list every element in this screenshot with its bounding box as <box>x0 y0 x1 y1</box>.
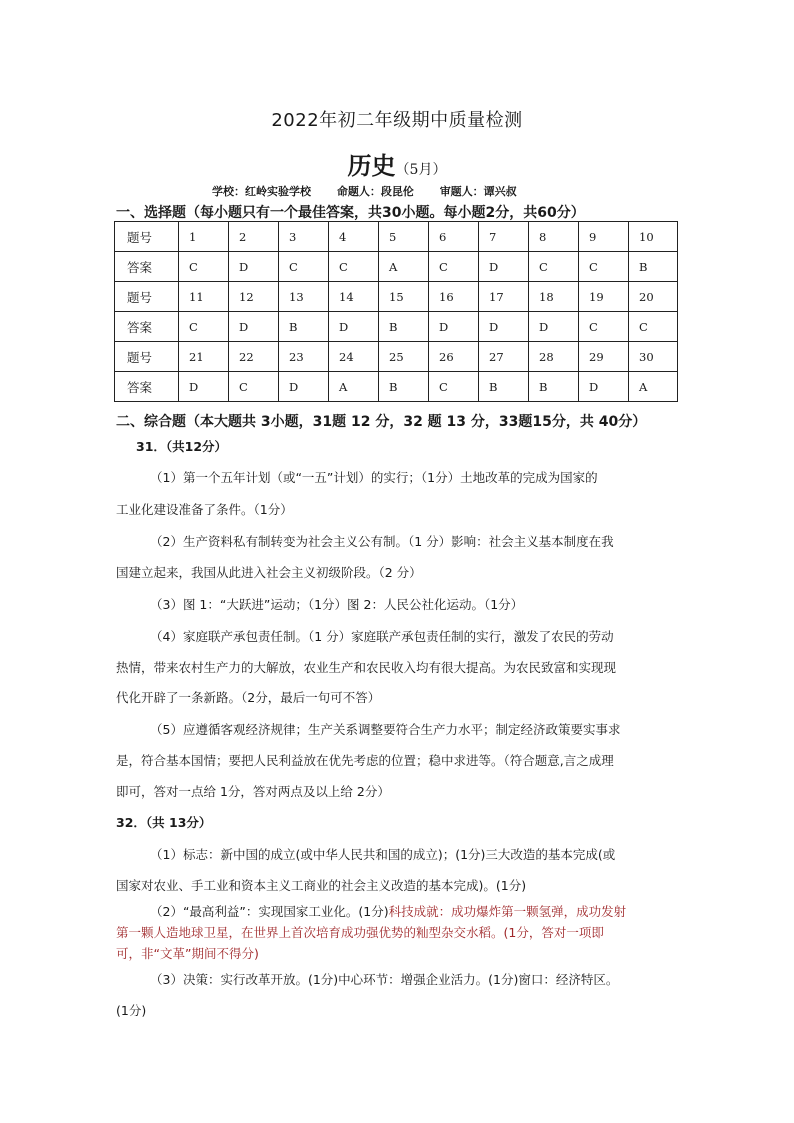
subject-name: 历史 <box>347 152 396 180</box>
question-number-cell: 24 <box>329 342 379 372</box>
q31-p5b: 是，符合基本国情；要把人民利益放在优先考虑的位置；稳中求进等。（符合题意,言之成理 <box>116 753 614 768</box>
question-number-cell: 4 <box>329 222 379 252</box>
question-number-cell: 8 <box>529 222 579 252</box>
question-number-cell: 22 <box>229 342 279 372</box>
q32-p1a: （1）标志：新中国的成立(或中华人民共和国的成立)；(1分)三大改造的基本完成(或 <box>150 847 616 862</box>
question-number-cell: 3 <box>279 222 329 252</box>
q31-p2a: （2）生产资料私有制转变为社会主义公有制。（1 分）影响：社会主义基本制度在我 <box>150 534 614 549</box>
question-number-cell: 25 <box>379 342 429 372</box>
q32-p2b: 第一颗人造地球卫星，在世界上首次培育成功强优势的籼型杂交水稻。(1分，答对一项即 <box>116 925 604 940</box>
answer-table <box>114 221 678 402</box>
answer-cell: C <box>579 312 629 342</box>
section1-heading: 一、选择题（每小题只有一个最佳答案，共30小题。每小题2分，共60分） <box>116 205 585 221</box>
question-number-cell: 30 <box>629 342 678 372</box>
q32-p2a-black: （2）“最高利益”：实现国家工业化。(1分) <box>150 904 389 919</box>
question-number-cell: 12 <box>229 282 279 312</box>
question-number-cell: 6 <box>429 222 479 252</box>
answer-cell: D <box>479 252 529 282</box>
q31-p1a: （1）第一个五年计划（或“一五”计划）的实行；（1分）土地改革的完成为国家的 <box>150 470 598 485</box>
row-label-question: 题号 <box>115 282 179 312</box>
answer-row <box>115 372 678 402</box>
answer-cell: B <box>379 312 429 342</box>
q31-p4c: 代化开辟了一条新路。（2分，最后一句可不答） <box>116 690 381 705</box>
question-number-cell: 20 <box>629 282 678 312</box>
question-number-cell: 13 <box>279 282 329 312</box>
question-number-cell: 14 <box>329 282 379 312</box>
answer-cell: D <box>429 312 479 342</box>
answer-cell: B <box>479 372 529 402</box>
question-number-cell: 11 <box>179 282 229 312</box>
answer-cell: C <box>229 372 279 402</box>
q32-p2a <box>150 902 626 920</box>
question-number-cell: 2 <box>229 222 279 252</box>
exam-month: （5月） <box>395 162 447 178</box>
row-label-question: 题号 <box>115 222 179 252</box>
answer-cell: D <box>579 372 629 402</box>
answer-cell: A <box>629 372 678 402</box>
answer-cell: C <box>429 372 479 402</box>
question-number-row <box>115 342 678 372</box>
question-number-cell: 15 <box>379 282 429 312</box>
answer-cell: C <box>279 252 329 282</box>
q31-p2b: 国建立起来，我国从此进入社会主义初级阶段。（2 分） <box>116 565 422 580</box>
question-number-cell: 29 <box>579 342 629 372</box>
answer-cell: C <box>179 252 229 282</box>
question-number-cell: 1 <box>179 222 229 252</box>
question-number-cell: 28 <box>529 342 579 372</box>
subject-heading <box>0 146 794 181</box>
q31-p5a: （5）应遵循客观经济规律；生产关系调整要符合生产力水平；制定经济政策要实事求 <box>150 722 621 737</box>
q31-p4a: （4）家庭联产承包责任制。（1 分）家庭联产承包责任制的实行，激发了农民的劳动 <box>150 629 614 644</box>
question-number-cell: 7 <box>479 222 529 252</box>
answer-cell: C <box>629 312 678 342</box>
section2-heading: 二、综合题（本大题共 3小题，31题 12 分，32 题 13 分，33题15分，共 40分） <box>116 414 647 430</box>
answer-cell: C <box>429 252 479 282</box>
answer-cell: C <box>179 312 229 342</box>
answer-cell: B <box>379 372 429 402</box>
question-number-cell: 19 <box>579 282 629 312</box>
q31-p3: （3）图 1：“大跃进”运动；（1分）图 2：人民公社化运动。（1分） <box>150 597 524 612</box>
answer-cell: C <box>329 252 379 282</box>
question-number-cell: 5 <box>379 222 429 252</box>
q32-p2a-red: 科技成就：成功爆炸第一颗氢弹，成功发射 <box>388 904 627 919</box>
q32-title: 32．（共 13分） <box>116 815 212 830</box>
question-number-row <box>115 282 678 312</box>
q31-p1b: 工业化建设准备了条件。（1分） <box>116 502 293 517</box>
q31-title: 31．（共12分） <box>136 439 228 454</box>
q32-p3b: (1分) <box>116 1003 147 1018</box>
question-number-cell: 10 <box>629 222 678 252</box>
question-number-cell: 27 <box>479 342 529 372</box>
answer-cell: D <box>479 312 529 342</box>
question-number-row <box>115 222 678 252</box>
row-label-answer: 答案 <box>115 312 179 342</box>
answer-row <box>115 312 678 342</box>
reviewer-name: 审题人：谭兴叔 <box>439 185 517 198</box>
row-label-question: 题号 <box>115 342 179 372</box>
answer-cell: D <box>179 372 229 402</box>
exam-title: 2022年初二年级期中质量检测 <box>271 110 523 131</box>
exam-meta <box>212 183 539 199</box>
answer-cell: D <box>529 312 579 342</box>
answer-cell: B <box>279 312 329 342</box>
answer-table-body <box>115 222 678 402</box>
answer-cell: B <box>629 252 678 282</box>
answer-cell: B <box>529 372 579 402</box>
question-number-cell: 9 <box>579 222 629 252</box>
answer-cell: D <box>229 252 279 282</box>
answer-cell: A <box>329 372 379 402</box>
q32-p3a: （3）决策：实行改革开放。(1分)中心环节：增强企业活力。(1分)窗口：经济特区。 <box>150 972 619 987</box>
answer-cell: C <box>579 252 629 282</box>
q32-p1b: 国家对农业、手工业和资本主义工商业的社会主义改造的基本完成)。(1分) <box>116 878 527 893</box>
answer-cell: D <box>279 372 329 402</box>
answer-row <box>115 252 678 282</box>
answer-cell: A <box>379 252 429 282</box>
setter-name: 命题人：段昆伦 <box>336 185 414 198</box>
q32-p2c: 可，非“文革”期间不得分) <box>116 946 259 961</box>
question-number-cell: 21 <box>179 342 229 372</box>
row-label-answer: 答案 <box>115 372 179 402</box>
school-name: 学校：红岭实验学校 <box>212 185 311 198</box>
answer-cell: C <box>529 252 579 282</box>
question-number-cell: 16 <box>429 282 479 312</box>
q31-p4b: 热情，带来农村生产力的大解放，农业生产和农民收入均有很大提高。为农民致富和实现现 <box>116 660 617 675</box>
answer-cell: D <box>329 312 379 342</box>
question-number-cell: 26 <box>429 342 479 372</box>
q31-p5c: 即可，答对一点给 1分，答对两点及以上给 2分） <box>116 784 390 799</box>
question-number-cell: 18 <box>529 282 579 312</box>
row-label-answer: 答案 <box>115 252 179 282</box>
question-number-cell: 23 <box>279 342 329 372</box>
answer-cell: D <box>229 312 279 342</box>
question-number-cell: 17 <box>479 282 529 312</box>
